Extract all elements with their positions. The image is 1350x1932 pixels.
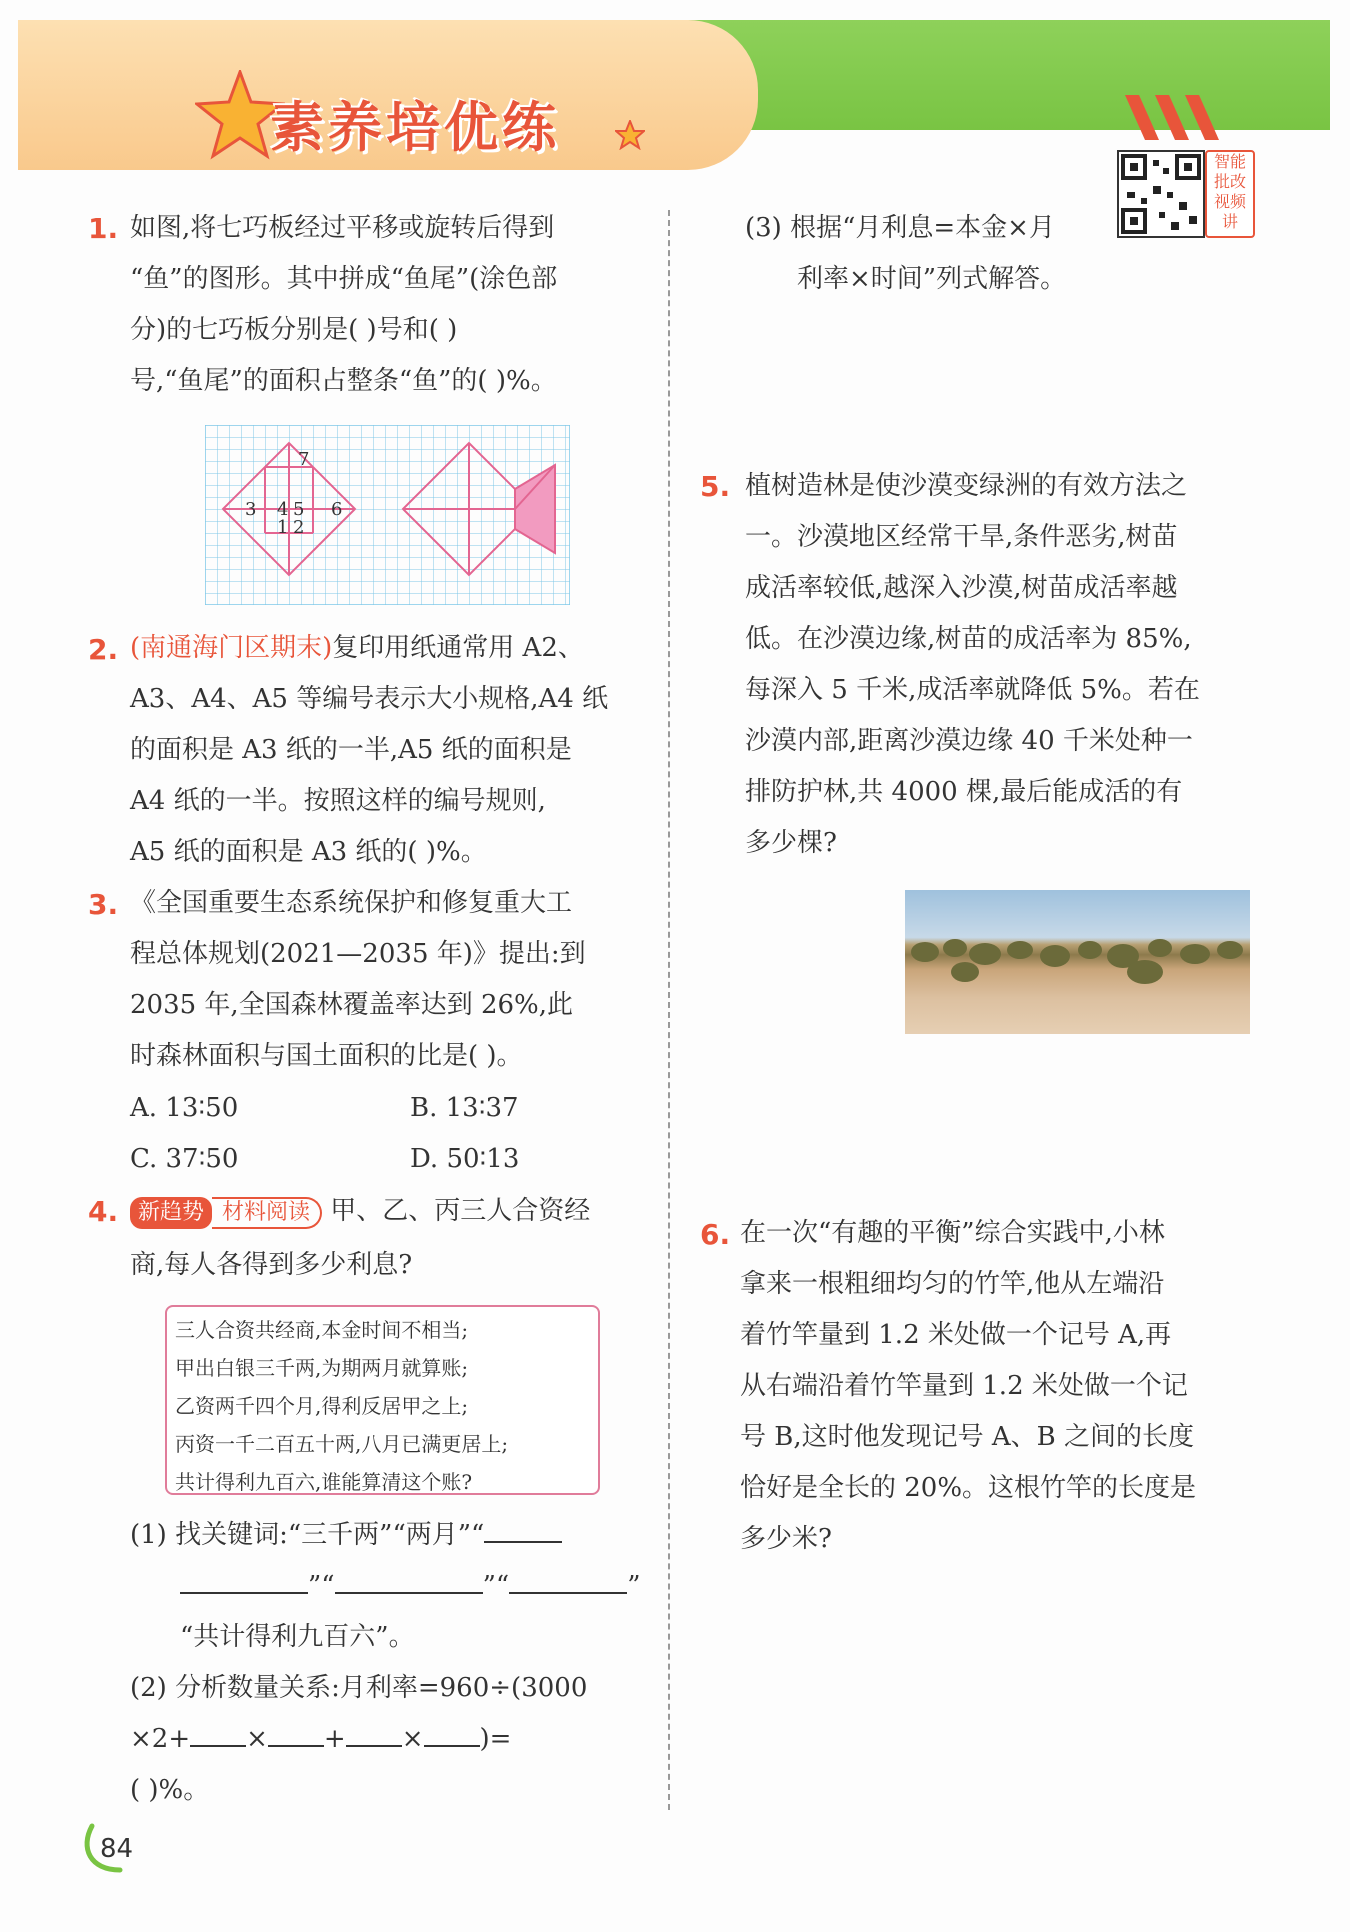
question-2-text <box>130 623 660 878</box>
text-line: 程总体规划(2021—2035 年)》提出:到 <box>130 939 586 969</box>
question-4-intro <box>130 1186 660 1237</box>
text-line: 商,每人各得到多少利息? <box>130 1250 413 1280</box>
step-text: ”“ <box>308 1571 335 1601</box>
text-line: 《全国重要生态系统保护和修复重大工 <box>130 888 573 918</box>
column-divider <box>668 210 670 1810</box>
poem-line: 乙资两千四个月,得利反居甲之上; <box>175 1394 469 1418</box>
qr-label: 智能批改视频讲 <box>1205 150 1255 238</box>
text-line: 一。沙漠地区经常干旱,条件恶劣,树苗 <box>745 522 1178 552</box>
answer-blank[interactable] <box>424 1717 480 1747</box>
tangram-fish-figure <box>205 425 570 605</box>
question-number: 1. <box>88 212 119 245</box>
text-line: 恰好是全长的 20%。这根竹竿的长度是 <box>740 1473 1197 1503</box>
step-text: 利率×时间”列式解答。 <box>797 264 1067 294</box>
new-trend-tag: 新趋势 <box>130 1197 212 1229</box>
text-line: 拿来一根粗细均匀的竹竿,他从左端沿 <box>740 1269 1165 1299</box>
text-line: 的面积是 A3 纸的一半,A5 纸的面积是 <box>130 735 572 765</box>
step-text: ×2+ <box>130 1724 191 1754</box>
step-2 <box>130 1663 670 1816</box>
piece-label: 4 <box>277 499 289 520</box>
step-text: (2) 分析数量关系:月利率=960÷(3000 <box>130 1673 588 1703</box>
step-text: ( )%。 <box>130 1775 210 1805</box>
option-b[interactable]: B. 13∶37 <box>410 1093 519 1123</box>
answer-blank[interactable] <box>180 1564 308 1594</box>
step-text: “共计得利九百六”。 <box>180 1622 415 1652</box>
step-1 <box>130 1510 660 1663</box>
step-text: ”“ <box>482 1571 510 1601</box>
desert-trees-photo <box>905 890 1250 1034</box>
step-3 <box>745 203 1115 305</box>
question-number: 2. <box>88 633 119 666</box>
text-line: 每深入 5 千米,成活率就降低 5%。若在 <box>745 675 1200 705</box>
text-line: 在一次“有趣的平衡”综合实践中,小林 <box>740 1218 1165 1248</box>
text-line: 甲、乙、丙三人合资经 <box>330 1196 591 1226</box>
answer-blank[interactable] <box>509 1564 627 1594</box>
question-6-text <box>740 1208 1265 1565</box>
option-d[interactable]: D. 50∶13 <box>410 1144 520 1174</box>
question-3-text <box>130 878 660 1082</box>
answer-blank[interactable] <box>190 1717 246 1747</box>
text-line: 沙漠内部,距离沙漠边缘 40 千米处种一 <box>745 726 1193 756</box>
question-5-text <box>745 461 1265 869</box>
text-line: 号,“鱼尾”的面积占整条“鱼”的( )%。 <box>130 366 557 396</box>
piece-label: 2 <box>293 517 305 538</box>
section-title: 素养培优练 <box>270 96 560 159</box>
question-number: 5. <box>700 470 731 503</box>
step-text: × <box>246 1724 268 1754</box>
step-text: × <box>401 1724 424 1754</box>
page-number: 84 <box>100 1834 134 1864</box>
text-line: 号 B,这时他发现记号 A、B 之间的长度 <box>740 1422 1195 1452</box>
piece-label: 1 <box>277 517 289 538</box>
text-line: 2035 年,全国森林覆盖率达到 26%,此 <box>130 990 574 1020</box>
text-line: A4 纸的一半。按照这样的编号规则, <box>130 786 546 816</box>
text-line: 低。在沙漠边缘,树苗的成活率为 85%, <box>745 624 1192 654</box>
answer-blank[interactable] <box>268 1717 324 1747</box>
question-number: 6. <box>700 1218 731 1251</box>
text-line: 着竹竿量到 1.2 米处做一个记号 A,再 <box>740 1320 1172 1350</box>
text-line: A3、A4、A5 等编号表示大小规格,A4 纸 <box>130 684 609 714</box>
text-line: 多少棵? <box>745 828 837 858</box>
step-text: + <box>323 1724 346 1754</box>
question-number: 3. <box>88 888 119 921</box>
poem-line: 丙资一千二百五十两,八月已满更居上; <box>175 1432 509 1456</box>
material-reading-tag: 材料阅读 <box>212 1197 322 1229</box>
step-text: (3) 根据“月利息=本金×月 <box>745 213 1055 243</box>
option-a[interactable]: A. 13∶50 <box>130 1093 239 1123</box>
text-line: 从右端沿着竹竿量到 1.2 米处做一个记 <box>740 1371 1188 1401</box>
text-line: 分)的七巧板分别是( )号和( ) <box>130 315 458 345</box>
text-line: 多少米? <box>740 1524 832 1554</box>
stripes-decoration <box>1125 95 1245 140</box>
qr-code-icon[interactable] <box>1117 150 1205 238</box>
poem-line: 甲出白银三千两,为期两月就算账; <box>175 1356 469 1380</box>
answer-blank[interactable] <box>484 1513 562 1543</box>
poem-line: 共计得利九百六,谁能算清这个账? <box>175 1470 473 1494</box>
text-line: “鱼”的图形。其中拼成“鱼尾”(涂色部 <box>130 264 558 294</box>
text-line: 植树造林是使沙漠变绿洲的有效方法之 <box>745 471 1188 501</box>
step-text: ” <box>627 1571 641 1601</box>
piece-label: 6 <box>331 499 343 520</box>
piece-label: 3 <box>245 499 257 520</box>
step-text: (1) 找关键词:“三千两”“两月”“ <box>130 1520 485 1550</box>
text-line: A5 纸的面积是 A3 纸的( )%。 <box>130 837 487 867</box>
question-number: 4. <box>88 1195 119 1228</box>
text-line: 时森林面积与国土面积的比是( )。 <box>130 1041 523 1071</box>
text-line: 如图,将七巧板经过平移或旋转后得到 <box>130 213 555 243</box>
question-1-text <box>130 203 650 407</box>
piece-label: 7 <box>298 449 310 470</box>
piece-label: 5 <box>293 499 305 520</box>
source-tag: (南通海门区期末) <box>130 633 333 663</box>
poem-line: 三人合资共经商,本金时间不相当; <box>175 1318 469 1342</box>
answer-blank[interactable] <box>346 1717 402 1747</box>
poem-box <box>165 1305 600 1495</box>
small-star-icon <box>615 120 645 150</box>
text-line: 排防护林,共 4000 棵,最后能成活的有 <box>745 777 1183 807</box>
answer-blank[interactable] <box>335 1564 483 1594</box>
step-text: )= <box>479 1724 512 1754</box>
option-c[interactable]: C. 37∶50 <box>130 1144 239 1174</box>
text-line: 成活率较低,越深入沙漠,树苗成活率越 <box>745 573 1178 603</box>
text-line: 复印用纸通常用 A2、 <box>332 633 584 663</box>
